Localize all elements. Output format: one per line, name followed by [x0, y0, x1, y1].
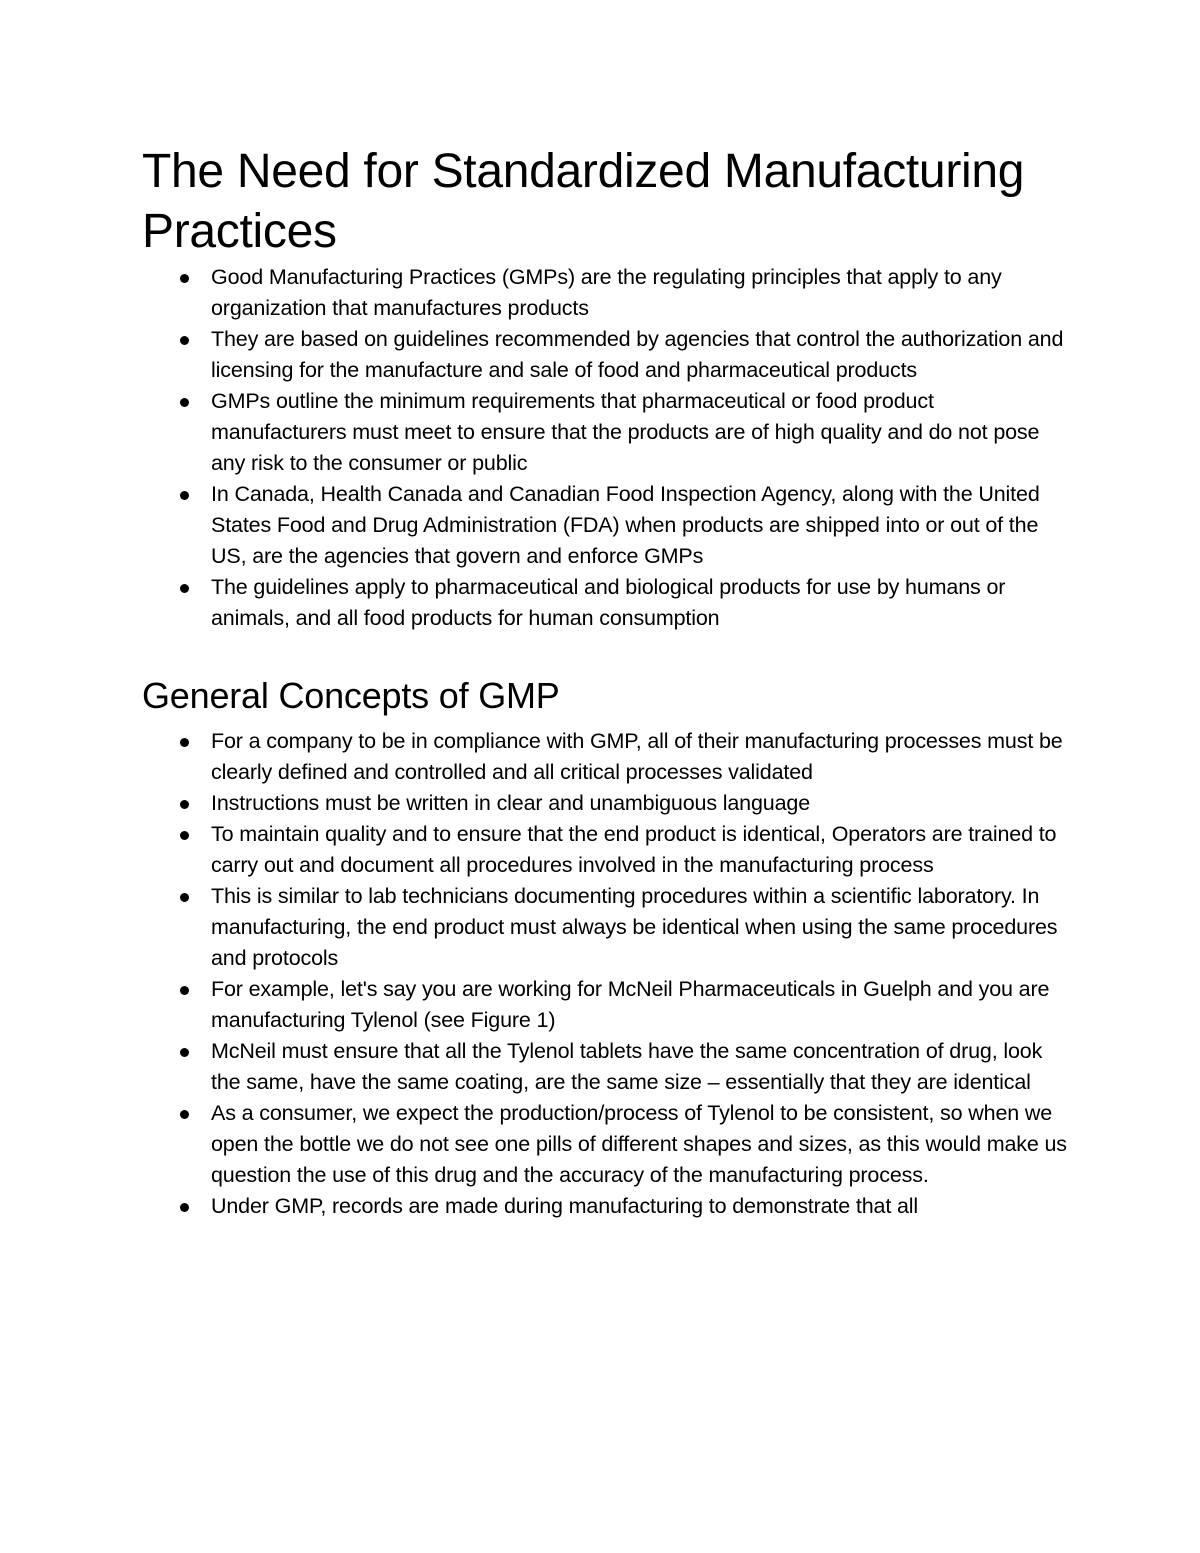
bullet-icon [180, 831, 189, 840]
bullet-icon [180, 986, 189, 995]
list-item-text: For example, let's say you are working for McNeil Pharmaceuticals in Guelph and you are manufacturing Tylenol (see Figure 1) [211, 977, 1050, 1032]
bullet-icon [180, 1048, 189, 1057]
bullet-icon [180, 491, 189, 500]
list-item [142, 974, 1072, 1036]
bullet-icon [180, 336, 189, 345]
bullet-icon [180, 893, 189, 902]
bullet-icon [180, 584, 189, 593]
list-item [142, 819, 1072, 881]
list-item [142, 726, 1072, 788]
bullet-icon [180, 1110, 189, 1119]
list-item [142, 788, 1072, 819]
bullet-icon [180, 398, 189, 407]
section-title-standardized-practices: The Need for Standardized Manufacturing Practices [142, 145, 1025, 258]
list-item-text: For a company to be in compliance with GMP, all of their manufacturing processes must be clearly defined and controlled and all critical processes validated [211, 729, 1063, 784]
list-item-text: The guidelines apply to pharmaceutical and biological products for use by humans or animals, and all food products for human consumption [211, 575, 1006, 630]
list-item [142, 881, 1072, 974]
bullet-icon [180, 800, 189, 809]
bullet-icon [180, 738, 189, 747]
list-item-text: McNeil must ensure that all the Tylenol tablets have the same concentration of drug, look the same, have the same coating, are the same size – essentially that they are identical [211, 1039, 1043, 1094]
section-title-general-concepts: General Concepts of GMP [142, 675, 560, 716]
bullet-icon [180, 1203, 189, 1212]
list-item [142, 572, 1072, 634]
document-content [142, 142, 1072, 1222]
list-item-text: In Canada, Health Canada and Canadian Food Inspection Agency, along with the United States Food and Drug Administration (FDA) when products are shipped into or out of the US, are the agencies that govern and enforce GMPs [211, 482, 1040, 568]
list-item [142, 1036, 1072, 1098]
list-item-text: As a consumer, we expect the production/process of Tylenol to be consistent, so when we open the bottle we do not see one pills of different shapes and sizes, as this would make us question the use of this drug and the accuracy of the manufacturing process. [211, 1101, 1067, 1187]
list-item-text: Good Manufacturing Practices (GMPs) are the regulating principles that apply to any organization that manufactures products [211, 265, 1002, 320]
list-item-text: Instructions must be written in clear and unambiguous language [211, 791, 811, 815]
list-item [142, 324, 1072, 386]
list-item [142, 1098, 1072, 1191]
list-item [142, 262, 1072, 324]
bullet-list-standardized-practices [142, 262, 1072, 634]
list-item [142, 1191, 1072, 1222]
bullet-icon [180, 274, 189, 283]
list-item-text: This is similar to lab technicians documenting procedures within a scientific laboratory. In manufacturing, the end product must always be identical when using the same procedures and protocols [211, 884, 1058, 970]
list-item-text: Under GMP, records are made during manufacturing to demonstrate that all [211, 1194, 919, 1218]
list-item [142, 479, 1072, 572]
list-item-text: They are based on guidelines recommended by agencies that control the authorization and licensing for the manufacture and sale of food and pharmaceutical products [211, 327, 1064, 382]
list-item-text: To maintain quality and to ensure that the end product is identical, Operators are trained to carry out and document all procedures involved in the manufacturing process [211, 822, 1057, 877]
list-item-text: GMPs outline the minimum requirements that pharmaceutical or food product manufacturers must meet to ensure that the products are of high quality and do not pose any risk to the consumer or public [211, 389, 1040, 475]
bullet-list-general-concepts [142, 726, 1072, 1222]
list-item [142, 386, 1072, 479]
